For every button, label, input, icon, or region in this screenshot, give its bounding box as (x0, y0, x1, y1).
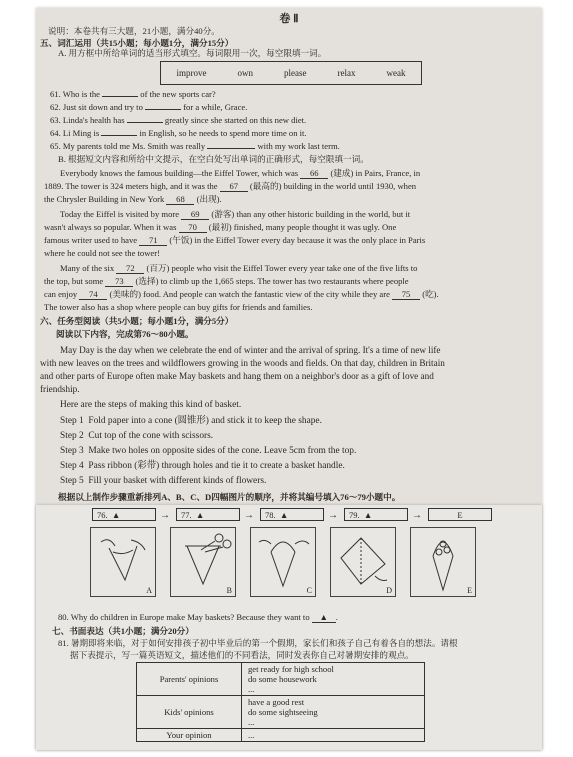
reading-line-4: friendship. (40, 384, 80, 394)
order-box-77: 77. ▲ (176, 508, 240, 521)
passage-line-5: wasn't always so popular. When it was 70 (最初) finished, many people thought it was ugly. One (44, 222, 397, 232)
scissors-cone-icon (171, 528, 235, 596)
order-box-e: E (428, 508, 492, 521)
word-improve: improve (176, 68, 207, 78)
opinions-table (136, 662, 425, 742)
picture-label: E (467, 586, 472, 595)
question-81-line-2: 据下表提示，写一篇英语短文，描述他们的不同看法，同时发表你自己对暑期安排的观点。 (70, 650, 414, 660)
picture-c (250, 527, 316, 597)
step-2: Step 2 Cut top of the cone with scissors. (60, 431, 214, 441)
steps-intro: Here are the steps of making this kind of basket. (60, 400, 242, 410)
section7-heading: 七、书面表达（共1小题；满分20分） (52, 626, 194, 636)
table-key: Parents' opinions (137, 663, 242, 696)
arrow-icon: → (160, 510, 170, 521)
question-64: 64. Li Ming is in English, so he needs to spend more time on it. (50, 128, 307, 138)
picture-label: D (386, 586, 392, 595)
question-81-line-1: 81. 暑期即将来临，对于如何安排孩子初中毕业后的第一个假期，家长们和孩子自己有着各自的想法。请根 (58, 638, 458, 648)
step-4: Step 4 Pass ribbon (彩带) through holes and tie it to create a basket handle. (60, 461, 345, 471)
question-61: 61. Who is the of the new sports car? (50, 89, 216, 99)
passage-line-6: famous writer used to have 71 (午饭) in the Eiffel Tower every day because it was the only place in Paris (44, 235, 426, 245)
picture-a (90, 527, 156, 597)
passage-line-9: the top, but some 73 (选择) to climb up the 1,665 steps. The tower has two restaurants where people (44, 276, 409, 286)
passage-line-10: can enjoy 74 (美味的) food. And people can watch the fantastic view of the city while they are 75 (吃). (44, 289, 439, 299)
picture-label: C (306, 586, 312, 595)
word-box (160, 61, 422, 85)
question-65: 65. My parents told me Ms. Smith was really with my work last term. (50, 141, 340, 151)
order-instruction: 根据以上制作步骤重新排列A、B、C、D四幅图片的顺序，并将其编号填入76～79小题中。 (58, 492, 401, 502)
part-b-instruction: B. 根据短文内容和所给中文提示，在空白处写出单词的正确形式，每空限填一词。 (58, 154, 369, 164)
arrow-icon: → (328, 510, 338, 521)
paper-note: 说明：本卷共有三大题，21小题，满分40分。 (48, 26, 220, 36)
picture-b (170, 527, 236, 597)
paper-title: 卷 Ⅱ (279, 13, 299, 25)
picture-label: B (226, 586, 232, 595)
table-row (137, 729, 425, 742)
order-box-79: 79. ▲ (344, 508, 408, 521)
table-value: have a good rest do some sightseeing ... (242, 696, 425, 729)
table-row (137, 663, 425, 696)
word-weak: weak (386, 68, 406, 78)
step-5: Step 5 Fill your basket with different kinds of flowers. (60, 476, 267, 486)
passage-line-8: Many of the six 72 (百万) people who visit the Eiffel Tower every year take one of the five lifts to (60, 263, 418, 273)
reading-line-1: May Day is the day when we celebrate the end of winter and the arrival of spring. It's a time of new life (60, 345, 441, 355)
section6-heading: 六、任务型阅读（共5小题；每小题1分，满分5分） (40, 316, 234, 326)
picture-e (410, 527, 476, 597)
table-value: ... (242, 729, 425, 742)
picture-d (330, 527, 396, 597)
word-own: own (237, 68, 253, 78)
table-value: get ready for high school do some housework ... (242, 663, 425, 696)
section5-heading: 五、词汇运用（共15小题；每小题1分，满分15分） (40, 38, 234, 48)
question-62: 62. Just sit down and try to for a while, Grace. (50, 102, 248, 112)
section6-instruction: 阅读以下内容，完成第76～80小题。 (56, 329, 194, 339)
passage-line-4: Today the Eiffel is visited by more 69 (游客) than any other historic building in the world, but it (60, 209, 411, 219)
order-box-78: 78. ▲ (260, 508, 324, 521)
flower-basket-icon (411, 528, 475, 596)
arrow-icon: → (412, 510, 422, 521)
part-a-instruction: A. 用方框中所给单词的适当形式填空。每词限用一次，每空限填一词。 (58, 48, 327, 58)
question-80: 80. Why do children in Europe make May baskets? Because they want to ▲ . (58, 612, 338, 622)
word-please: please (284, 68, 307, 78)
reading-line-3: and other parts of Europe often make May baskets and hang them on a neighbor's door as a gift of love and (40, 371, 434, 381)
step-3: Step 3 Make two holes on opposite sides of the cone. Leave 5cm from the top. (60, 446, 357, 456)
arrow-icon: → (244, 510, 254, 521)
table-row (137, 696, 425, 729)
passage-line-1: Everybody knows the famous building—the Eiffel Tower, which was 66 (建成) in Pairs, France, in (60, 168, 421, 178)
passage-line-3: the Chrysler Building in New York 68 (出现). (44, 194, 222, 204)
table-key: Your opinion (137, 729, 242, 742)
ribbon-tie-icon (251, 528, 315, 596)
question-63: 63. Linda's health has greatly since she started on this new diet. (50, 115, 307, 125)
order-box-76: 76. ▲ (92, 508, 156, 521)
word-relax: relax (337, 68, 356, 78)
passage-line-11: The tower also has a shop where people can buy gifts for friends and families. (44, 302, 313, 312)
passage-line-7: where he could not see the tower! (44, 248, 160, 258)
reading-line-2: with new leaves on the trees and wildflowers growing in the woods and fields. On that day, children in Britain (40, 358, 445, 368)
step-1: Step 1 Fold paper into a cone (圆锥形) and stick it to keep the shape. (60, 416, 322, 426)
passage-line-2: 1889. The tower is 324 meters high, and it was the 67 (最高的) building in the world until 1930, when (44, 181, 417, 191)
picture-label: A (146, 586, 152, 595)
table-key: Kids' opinions (137, 696, 242, 729)
